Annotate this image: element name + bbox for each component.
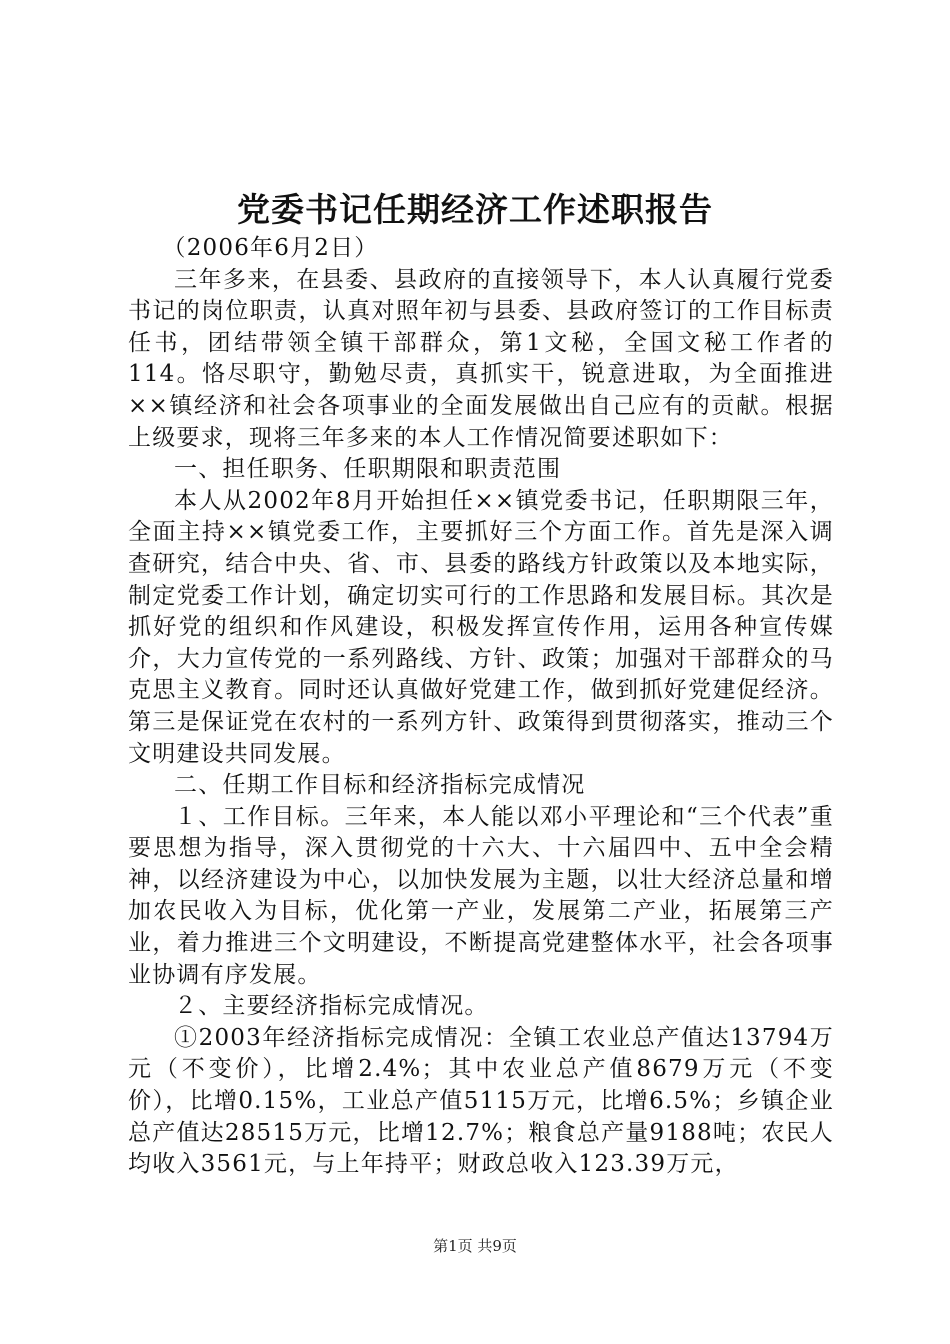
paragraph-duties: 本人从2002年8月开始担任××镇党委书记，任职期限三年，全面主持××镇党委工作，主要抓好三个方面工作。首先是深入调查研究，结合中央、省、市、县委的路线方针政策以及本地实际，制定党委工作计划，确定切实可行的工作思路和发展目标。其次是抓好党的组织和作风建设，积极发挥宣传作用，运用各种宣传媒介，大力宣传党的一系列路线、方针、政策；加强对干部群众的马克思主义教育。同时还认真做好党建工作，做到抓好党建促经济。第三是保证党在农村的一系列方针、政策得到贯彻落实，推动三个文明建设共同发展。 <box>128 487 834 767</box>
section-heading-1: 一、担任职务、任职期限和职责范围 <box>174 456 562 483</box>
document-date: （2006年6月2日） <box>162 235 379 261</box>
paragraph-work-goals: １、工作目标。三年来，本人能以邓小平理论和“三个代表”重要思想为指导，深入贯彻党的十六大、十六届四中、五中全会精神，以经济建设为中心，以加快发展为主题，以壮大经济总量和增加农民收入为目标，优化第一产业，发展第二产业，拓展第三产业，着力推进三个文明建设，不断提高党建整体水平，社会各项事业协调有序发展。 <box>128 803 834 988</box>
paragraph-2003-indicators: ①2003年经济指标完成情况：全镇工农业总产值达13794万元（不变价），比增2.4%；其中农业总产值8679万元（不变价），比增0.15%，工业总产值5115万元，比增6.5%；乡镇企业总产值达28515万元，比增12.7%；粮食总产量9188吨；农民人均收入3561元，与上年持平；财政总收入123.39万元， <box>128 1024 834 1178</box>
page-footer: 第1页 共9页 <box>433 1237 517 1255</box>
document-body <box>128 233 834 1181</box>
section-heading-2: 二、任期工作目标和经济指标完成情况 <box>174 772 586 799</box>
document-title: 党委书记任期经济工作述职报告 <box>237 190 713 229</box>
paragraph-intro: 三年多来，在县委、县政府的直接领导下，本人认真履行党委书记的岗位职责，认真对照年初与县委、县政府签订的工作目标责任书，团结带领全镇干部群众，第1文秘，全国文秘工作者的114。恪尽职守，勤勉尽责，真抓实干，锐意进取，为全面推进××镇经济和社会各项事业的全面发展做出自己应有的贡献。根据上级要求，现将三年多来的本人工作情况简要述职如下： <box>128 266 834 451</box>
subheading-economic-indicators: ２、主要经济指标完成情况。 <box>174 993 489 1020</box>
